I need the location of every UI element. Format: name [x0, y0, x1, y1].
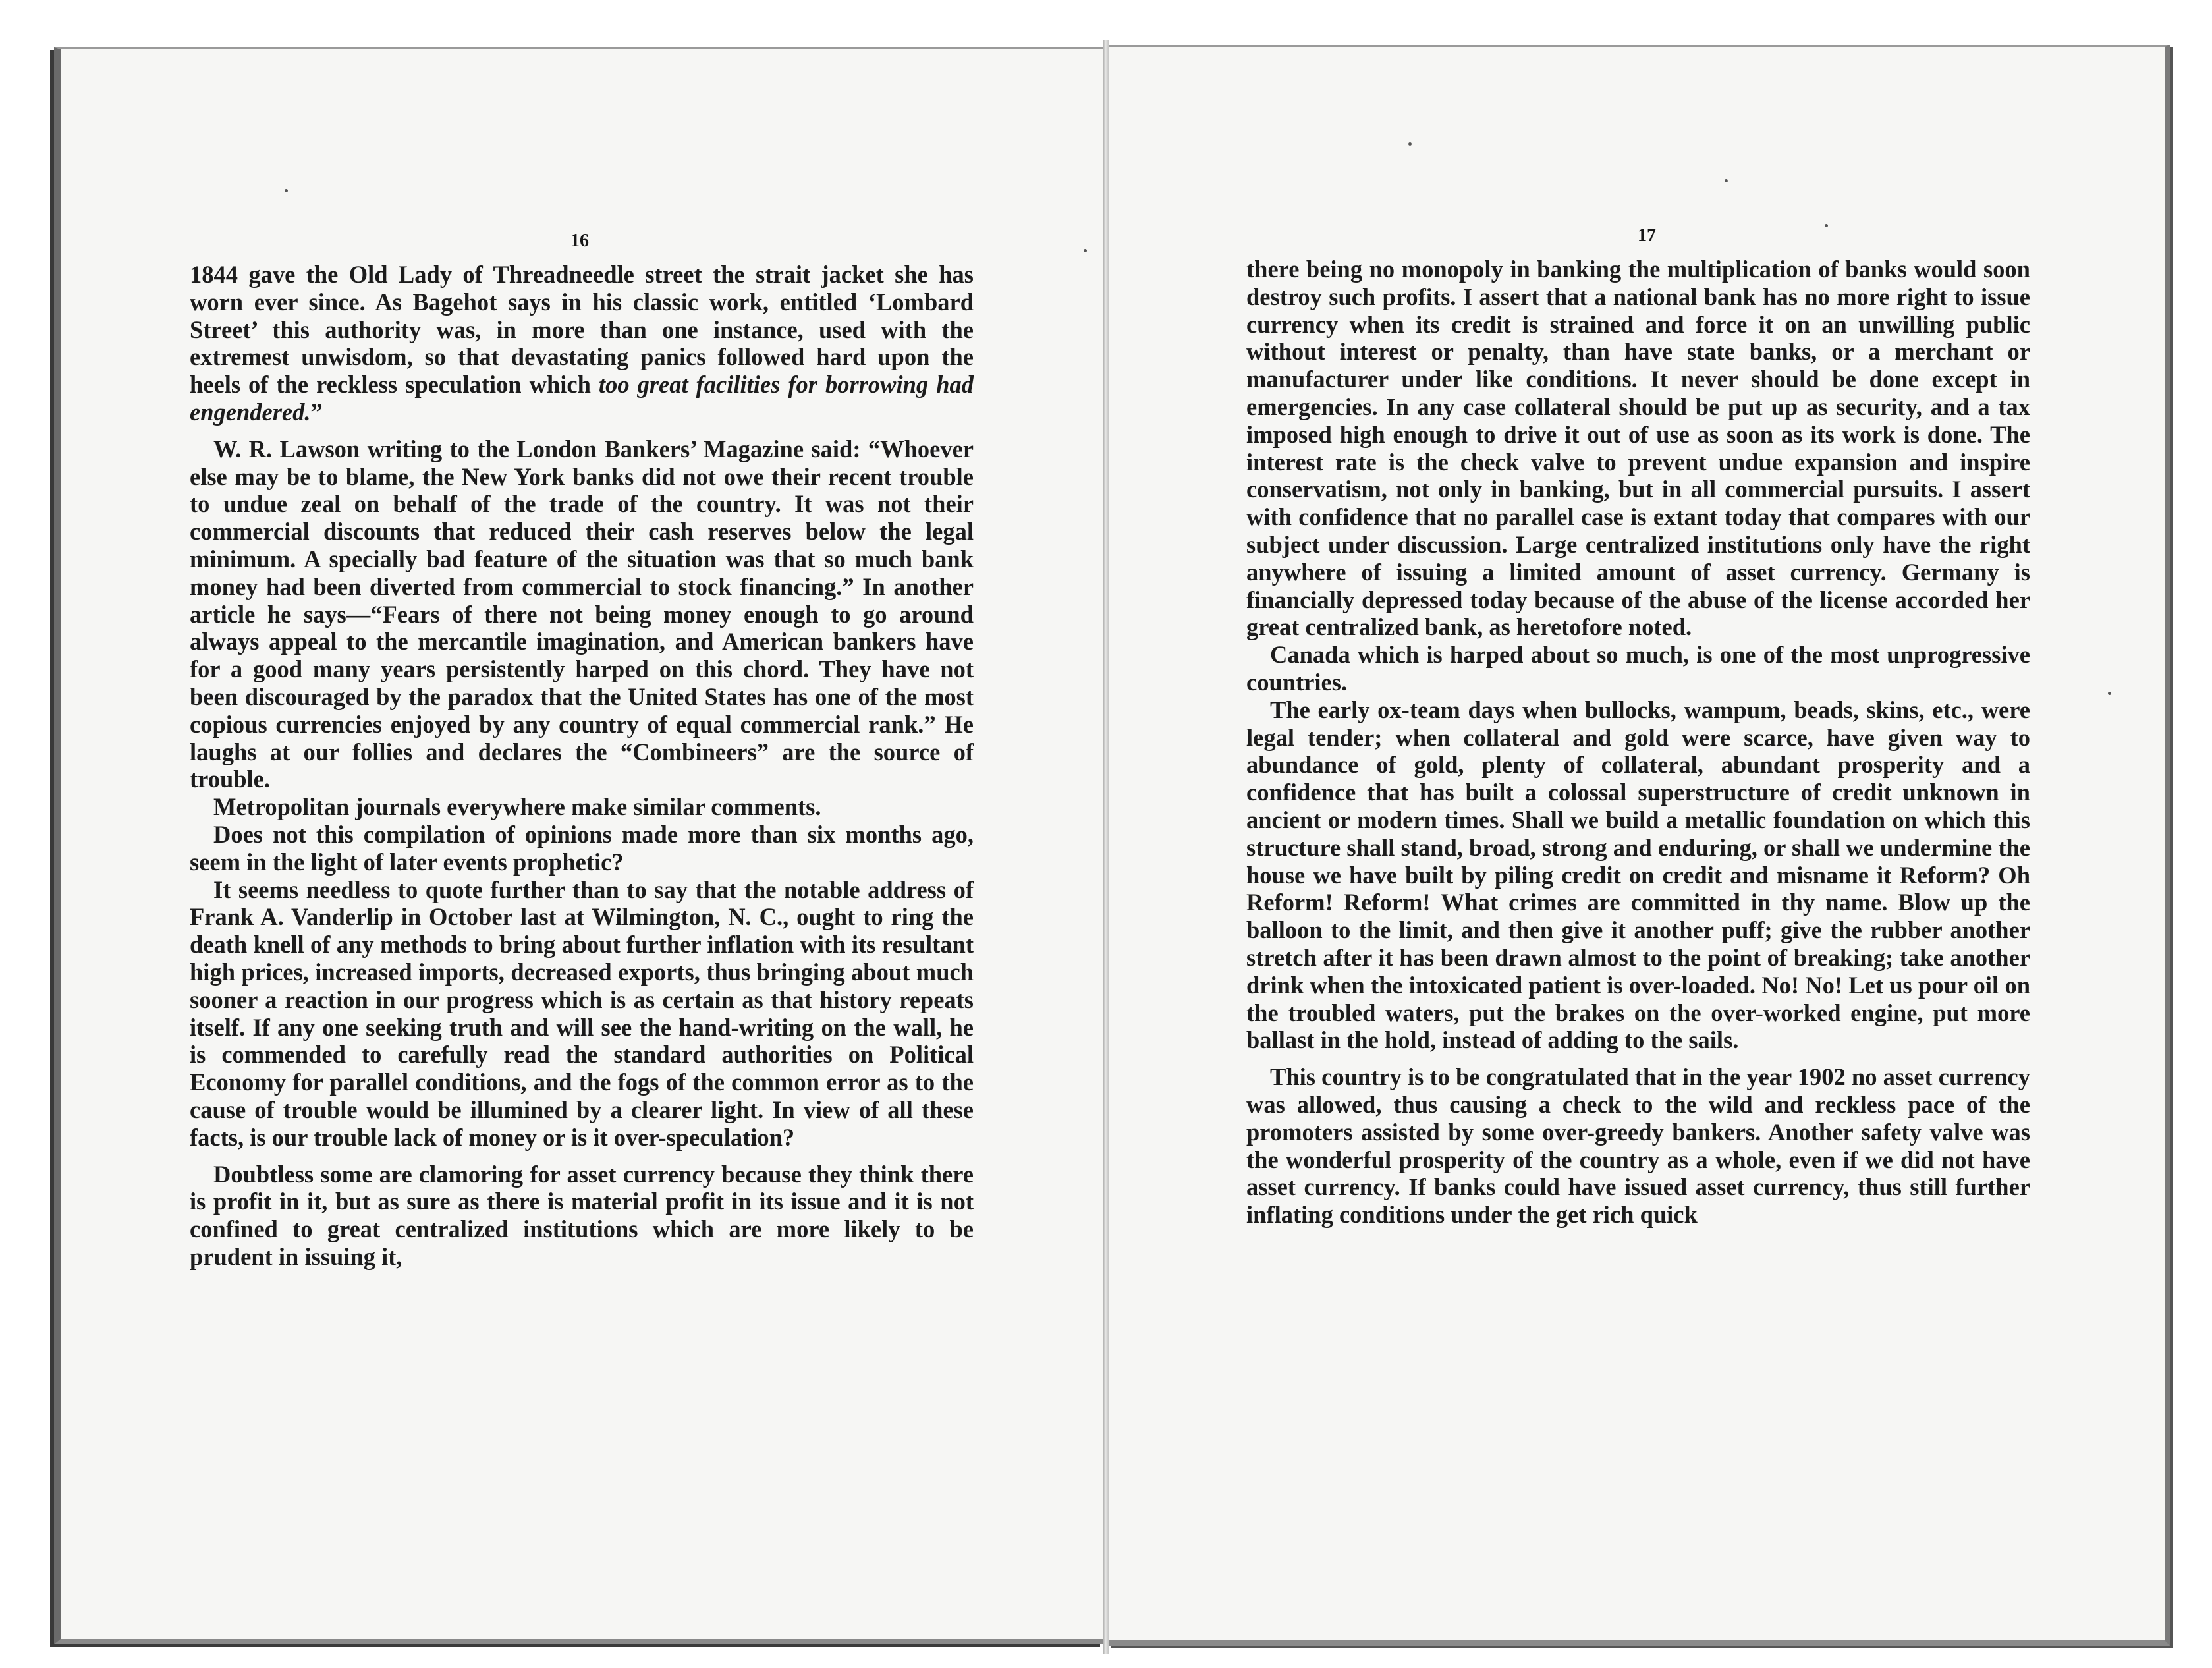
paragraph: there being no monopoly in banking the multiplication of banks would soon destroy such profits. I assert that a national bank has no more right to issue currency when its credit is strained and force it on an unwilling public without interest or penalty, than have state banks, or a merchant or manufacturer under like conditions. It never should be done except in emergencies. In any case collateral should be put up as security, and a tax imposed high enough to drive it out of use as soon as its work is done. The interest rate is the check valve to prevent undue expansion and inspire conservatism, not only in banking, but in all commercial pursuits. I assert with confidence that no parallel case is extant today that compares with our subject under discussion. Large centralized institutions only have the right anywhere of issuing a limited amount of asset currency. Germany is financially depressed today because of the abuse of the license accorded her great centralized bank, as heretofore noted. [1246, 256, 2030, 641]
scan-speck [2108, 692, 2111, 695]
italic-quote: too great facilities for borrowing had engendered. [190, 371, 974, 426]
scan-speck [1825, 224, 1828, 227]
page-number-right: 17 [1638, 225, 1656, 246]
scan-speck [1408, 142, 1412, 146]
paragraph [190, 261, 974, 426]
paragraph: It seems needless to quote further than to say that the notable address of Frank A. Vanderlip in October last at Wilmington, N. C., ought to ring the death knell of any methods to bring about further inflation with its resultant high prices, increased imports, decreased exports, thus bringing about much sooner a reaction in our progress which is as certain as that history repeats itself. If any one seeking truth and will see the hand-writing on the wall, he is commended to carefully read the standard authorities on Political Economy for parallel conditions, and the fogs of the common error as to the cause of trouble would be illumined by a clearer light. In view of all these facts, is our trouble lack of money or is it over-speculation? [190, 876, 974, 1151]
paragraph: W. R. Lawson writing to the London Bankers’ Magazine said: “Whoever else may be to blame, the New York banks did not owe their recent trouble to undue zeal on behalf of the trade of the country. It was not their commercial discounts that reduced their cash reserves below the legal minimum. A specially bad feature of the situation was that so much bank money had been diverted from commercial to stock financing.” In another article he says—“Fears of there not being money enough to go around always appeal to the mercantile imagination, and American bankers have for a good many years persistently harped on this chord. They have not been discouraged by the paradox that the United States has one of the most copious currencies enjoyed by any country of equal commercial rank.” He laughs at our follies and declares the “Combineers” are the source of trouble. [190, 435, 974, 793]
paragraph: Doubtless some are clamoring for asset currency because they think there is profit in it, but as sure as there is material profit in its issue and it is not confined to great centralized institutions which are more likely to be prudent in issuing it, [190, 1160, 974, 1270]
paragraph-text: 1844 gave the Old Lady of Threadneedle street the strait jacket she has worn ever since. As Bagehot says in his classic work, entitled ‘Lombard Street’ this authority was, in more than one instance, used with the extremest unwisdom, so that devastating panics followed hard upon the heels of the reckless speculation which [190, 261, 974, 399]
scan-speck [285, 189, 288, 192]
paragraph: Metropolitan journals everywhere make similar comments. [213, 793, 821, 821]
closing-quote-mark: ” [310, 398, 323, 426]
paragraph: This country is to be congratulated that in the year 1902 no asset currency was allowed, thus causing a check to the wild and reckless pace of the promoters assisted by some over-greedy bankers. Another safety valve was the wonderful prosperity of the country as a whole, even if we did not have asset currency. If banks could have issued asset currency, thus still further inflating conditions under the get rich quick [1246, 1063, 2030, 1229]
page-number-left: 16 [570, 231, 589, 251]
book-gutter [1103, 40, 1109, 1654]
right-page-text [1246, 256, 2030, 1229]
scan-speck [1084, 249, 1087, 252]
scan-speck [1725, 179, 1728, 182]
paragraph: Canada which is harped about so much, is one of the most unprogressive countries. [1246, 641, 2030, 696]
paragraph: Does not this compilation of opinions made more than six months ago, seem in the light of later events prophetic? [190, 820, 974, 876]
paragraph: The early ox-team days when bullocks, wampum, beads, skins, etc., were legal tender; when collateral and gold were scarce, have given way to abundance of gold, plenty of collateral, abundant prosperity and a confidence that has built a colossal superstructure of credit unknown in ancient or modern times. Shall we build a metallic foundation on which this structure shall stand, broad, strong and enduring, or shall we undermine the house we have built by piling credit on credit and misname it Reform? Oh Reform! Reform! What crimes are committed in thy name. Blow up the balloon to the limit, and then give it another puff; give the rubber another stretch after it has been drawn almost to the point of breaking; take another drink when the intoxicated patient is over-loaded. No! No! Let us pour oil on the troubled waters, put the brakes on the over-worked engine, put more ballast in the hold, instead of adding to the sails. [1246, 696, 2030, 1054]
left-page-text [190, 261, 974, 1271]
